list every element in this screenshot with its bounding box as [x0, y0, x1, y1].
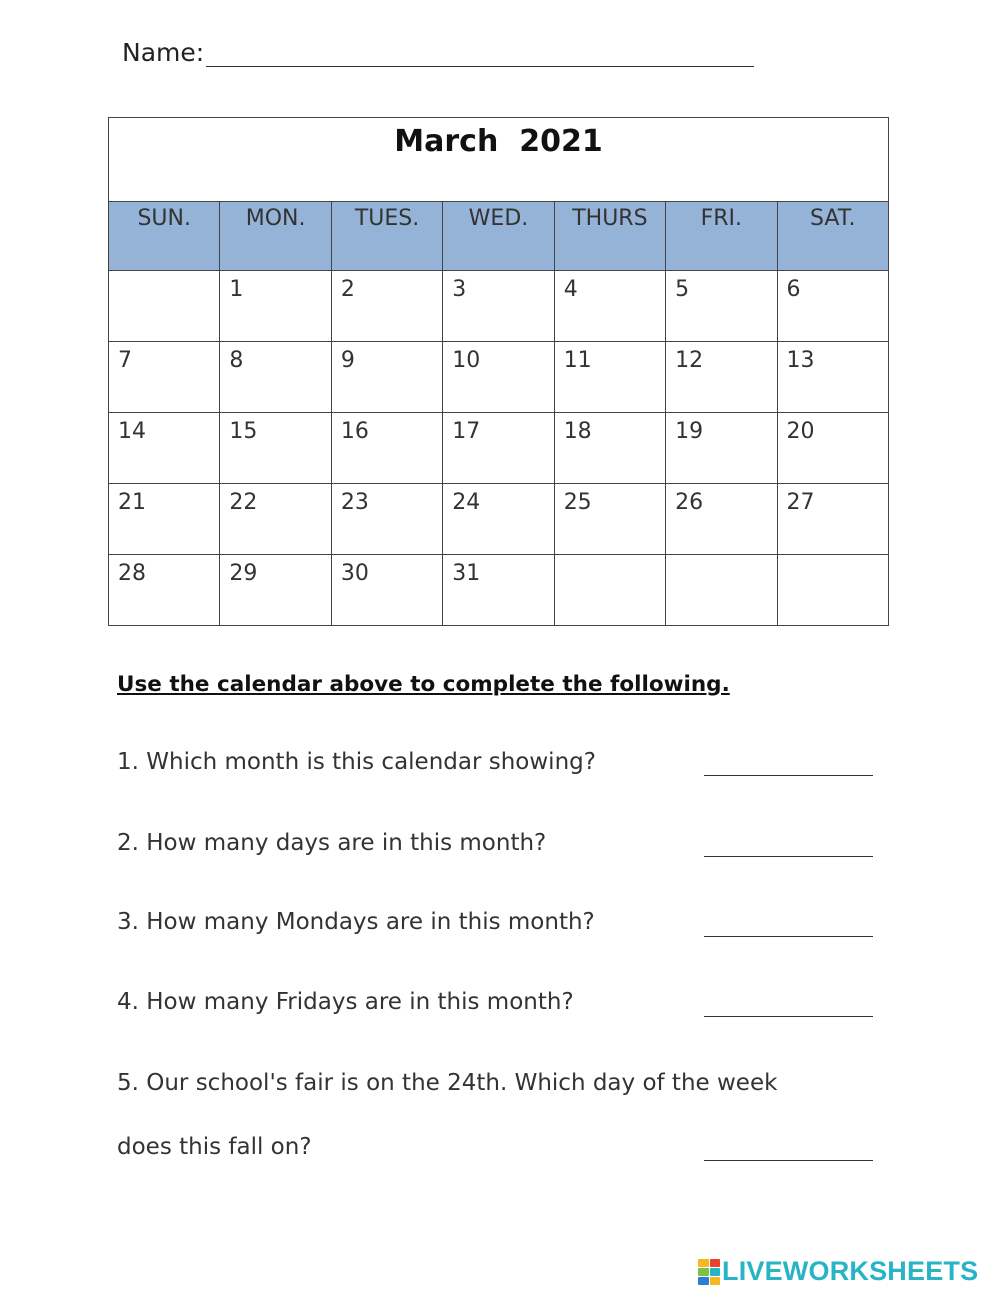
day-cell [109, 271, 220, 342]
liveworksheets-logo-icon [698, 1259, 720, 1285]
question-4: 4. How many Fridays are in this month? [117, 989, 574, 1015]
liveworksheets-logo-text: LIVEWORKSHEETS [722, 1256, 979, 1286]
day-cell: 2 [331, 271, 442, 342]
day-cell: 10 [443, 342, 554, 413]
day-cell [666, 555, 777, 626]
day-cell: 25 [554, 484, 665, 555]
name-label: Name: [122, 38, 205, 67]
weekday-mon: MON. [220, 202, 331, 271]
day-cell: 27 [777, 484, 888, 555]
day-cell [554, 555, 665, 626]
day-cell: 23 [331, 484, 442, 555]
week-row [109, 271, 889, 342]
day-cell: 26 [666, 484, 777, 555]
day-cell: 5 [666, 271, 777, 342]
day-cell: 21 [109, 484, 220, 555]
day-cell: 30 [331, 555, 442, 626]
name-row [122, 38, 754, 67]
weekday-tue: TUES. [331, 202, 442, 271]
week-row [109, 555, 889, 626]
question-3: 3. How many Mondays are in this month? [117, 909, 595, 935]
answer-input-3[interactable] [704, 936, 873, 937]
week-row [109, 342, 889, 413]
answer-input-2[interactable] [704, 856, 873, 857]
weekday-header-row [109, 202, 889, 271]
day-cell: 20 [777, 413, 888, 484]
weekday-sat: SAT. [777, 202, 888, 271]
day-cell: 14 [109, 413, 220, 484]
question-2: 2. How many days are in this month? [117, 830, 547, 856]
answer-input-1[interactable] [704, 775, 873, 776]
question-1: 1. Which month is this calendar showing? [117, 749, 596, 775]
day-cell: 8 [220, 342, 331, 413]
day-cell: 29 [220, 555, 331, 626]
name-input-line[interactable] [206, 38, 754, 67]
day-cell: 12 [666, 342, 777, 413]
week-row [109, 484, 889, 555]
weekday-fri: FRI. [666, 202, 777, 271]
day-cell: 17 [443, 413, 554, 484]
day-cell: 15 [220, 413, 331, 484]
day-cell: 31 [443, 555, 554, 626]
calendar-title [109, 118, 889, 202]
question-5-line-1: 5. Our school's fair is on the 24th. Which day of the week [117, 1070, 778, 1096]
day-cell: 13 [777, 342, 888, 413]
weekday-thu: THURS [554, 202, 665, 271]
day-cell [777, 555, 888, 626]
day-cell: 16 [331, 413, 442, 484]
week-row [109, 413, 889, 484]
calendar-title-text: March 2021 [394, 124, 603, 159]
day-cell: 11 [554, 342, 665, 413]
day-cell: 24 [443, 484, 554, 555]
day-cell: 9 [331, 342, 442, 413]
calendar-table [108, 117, 889, 626]
day-cell: 18 [554, 413, 665, 484]
weekday-wed: WED. [443, 202, 554, 271]
instructions-heading: Use the calendar above to complete the following. [117, 672, 730, 697]
liveworksheets-logo [698, 1256, 978, 1287]
weekday-sun: SUN. [109, 202, 220, 271]
day-cell: 6 [777, 271, 888, 342]
day-cell: 28 [109, 555, 220, 626]
day-cell: 7 [109, 342, 220, 413]
day-cell: 22 [220, 484, 331, 555]
day-cell: 3 [443, 271, 554, 342]
day-cell: 4 [554, 271, 665, 342]
question-5-line-2: does this fall on? [117, 1134, 312, 1160]
answer-input-4[interactable] [704, 1016, 873, 1017]
answer-input-5[interactable] [704, 1160, 873, 1161]
day-cell: 1 [220, 271, 331, 342]
day-cell: 19 [666, 413, 777, 484]
